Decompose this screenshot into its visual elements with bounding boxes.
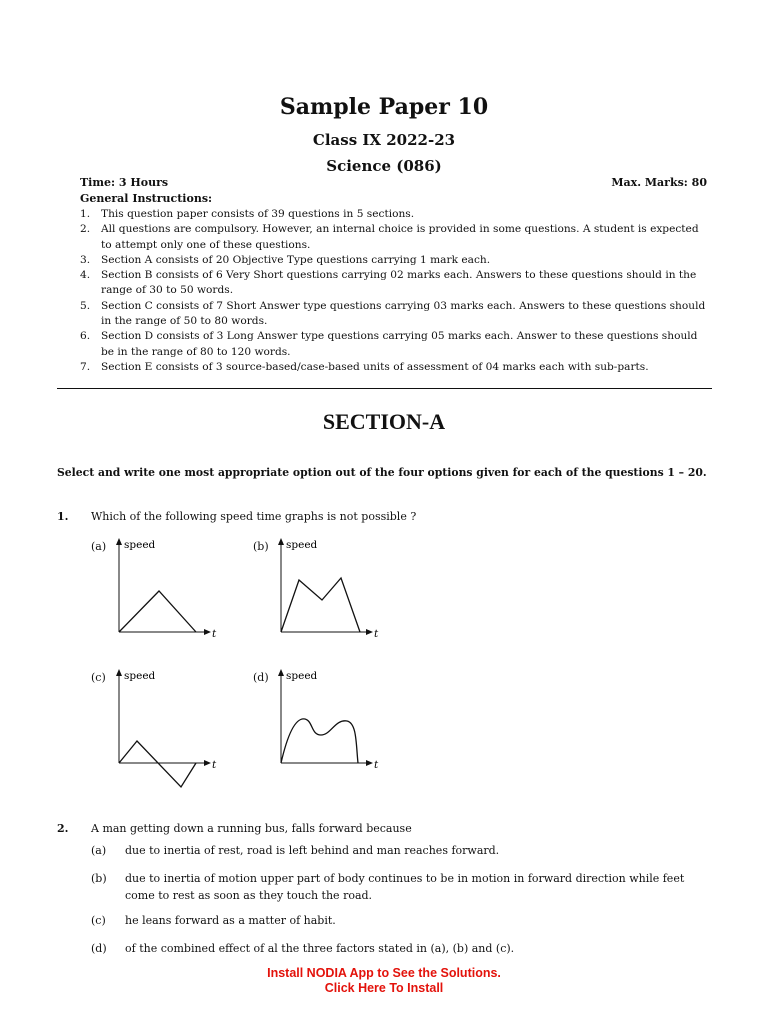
graph-curve <box>281 578 360 632</box>
x-axis-label: t <box>374 759 379 771</box>
option-label: (d) <box>253 671 269 684</box>
instruction-item <box>80 222 712 253</box>
option-label: (c) <box>91 914 106 927</box>
instruction-number: 5. <box>80 299 91 312</box>
subject-line: Science (086) <box>326 157 442 175</box>
paper-title: Sample Paper 10 <box>279 94 489 120</box>
instruction-text: Section D consists of 3 Long Answer type questions carrying 05 marks each. Answer to these questions should be in the range of 80 to 120 words. <box>101 330 698 358</box>
option-c <box>91 912 711 929</box>
x-axis-arrow-icon <box>204 629 211 635</box>
instruction-number: 4. <box>80 269 91 282</box>
option-label: (a) <box>91 844 107 857</box>
graph-option-a <box>91 536 221 646</box>
y-axis-arrow-icon <box>278 669 284 676</box>
x-axis-label: t <box>374 628 379 640</box>
x-axis-arrow-icon <box>204 760 211 766</box>
install-app-banner <box>0 966 768 996</box>
graph-option-c <box>91 667 221 797</box>
instructions-heading: General Instructions: <box>80 192 213 205</box>
instruction-text: Section A consists of 20 Objective Type questions carrying 1 mark each. <box>101 253 491 266</box>
instruction-text: Section E consists of 3 source-based/case-based units of assessment of 04 marks each with sub-parts. <box>101 360 649 373</box>
instruction-text: All questions are compulsory. However, an internal choice is provided in some questions. A student is expected to attempt only one of these questions. <box>101 223 699 251</box>
graph-option-b <box>253 536 383 646</box>
y-axis-arrow-icon <box>278 538 284 545</box>
option-a <box>91 842 711 859</box>
question-text: A man getting down a running bus, falls forward because <box>91 822 412 835</box>
graph-option-d <box>253 667 383 777</box>
section-title: SECTION-A <box>322 409 446 434</box>
instruction-text: Section C consists of 7 Short Answer type questions carrying 03 marks each. Answers to these questions should in the range of 50 to 80 words. <box>101 299 706 328</box>
instruction-item <box>80 360 712 375</box>
y-axis-label: speed <box>286 670 318 682</box>
option-label: (b) <box>91 872 107 885</box>
graph-curve <box>281 719 358 763</box>
option-label: (c) <box>91 671 106 684</box>
x-axis-arrow-icon <box>366 629 373 635</box>
question-number: 2. <box>57 822 69 835</box>
exam-meta-row <box>80 176 707 189</box>
click-to-install-link[interactable]: Click Here To Install <box>324 981 444 995</box>
instruction-text: Section B consists of 6 Very Short questions carrying 02 marks each. Answers to these questions should in the range of 30 to 50 words. <box>101 269 697 297</box>
class-line: Class IX 2022-23 <box>312 131 456 149</box>
speed-time-graph <box>253 667 383 777</box>
question-2 <box>0 822 768 838</box>
option-d <box>91 940 711 957</box>
instruction-number: 2. <box>80 223 91 236</box>
y-axis-label: speed <box>124 670 156 682</box>
option-label: (a) <box>91 540 107 553</box>
section-directive: Select and write one most appropriate option out of the four options given for each of the questions 1 – 20. <box>57 466 707 479</box>
option-label: (d) <box>91 942 107 955</box>
option-text: due to inertia of rest, road is left behind and man reaches forward. <box>125 844 500 857</box>
instruction-number: 3. <box>80 253 91 266</box>
instruction-number: 7. <box>80 360 91 373</box>
instruction-item <box>80 268 712 299</box>
option-text: due to inertia of motion upper part of body continues to be in motion in forward direction while feet come to rest as soon as they touch the road. <box>125 872 685 902</box>
instructions-list <box>80 207 712 375</box>
x-axis-arrow-icon <box>366 760 373 766</box>
y-axis-label: speed <box>124 539 156 551</box>
instruction-number: 1. <box>80 208 91 220</box>
install-app-link[interactable]: Install NODIA App to See the Solutions. <box>267 966 501 980</box>
x-axis-label: t <box>212 628 217 640</box>
speed-time-graph <box>253 536 383 646</box>
speed-time-graph <box>91 536 221 646</box>
graph-curve <box>119 741 196 787</box>
section-divider <box>57 388 712 389</box>
speed-time-graph <box>91 667 221 797</box>
instruction-number: 6. <box>80 330 91 343</box>
question-number: 1. <box>57 510 69 523</box>
option-text: he leans forward as a matter of habit. <box>125 914 336 927</box>
option-b <box>91 870 711 904</box>
option-text: of the combined effect of al the three factors stated in (a), (b) and (c). <box>125 942 515 955</box>
instruction-item <box>80 299 712 330</box>
x-axis-label: t <box>212 759 217 771</box>
question-text: Which of the following speed time graphs is not possible ? <box>91 510 417 523</box>
instruction-item <box>80 207 712 222</box>
instruction-item <box>80 253 712 268</box>
y-axis-arrow-icon <box>116 538 122 545</box>
instruction-item <box>80 329 712 360</box>
max-marks-label: Max. Marks: 80 <box>611 176 707 189</box>
graph-curve <box>119 591 196 632</box>
question-1 <box>0 510 768 526</box>
y-axis-arrow-icon <box>116 669 122 676</box>
y-axis-label: speed <box>286 539 318 551</box>
time-label: Time: 3 Hours <box>80 176 169 189</box>
instruction-text: This question paper consists of 39 questions in 5 sections. <box>101 208 415 220</box>
option-label: (b) <box>253 540 269 553</box>
